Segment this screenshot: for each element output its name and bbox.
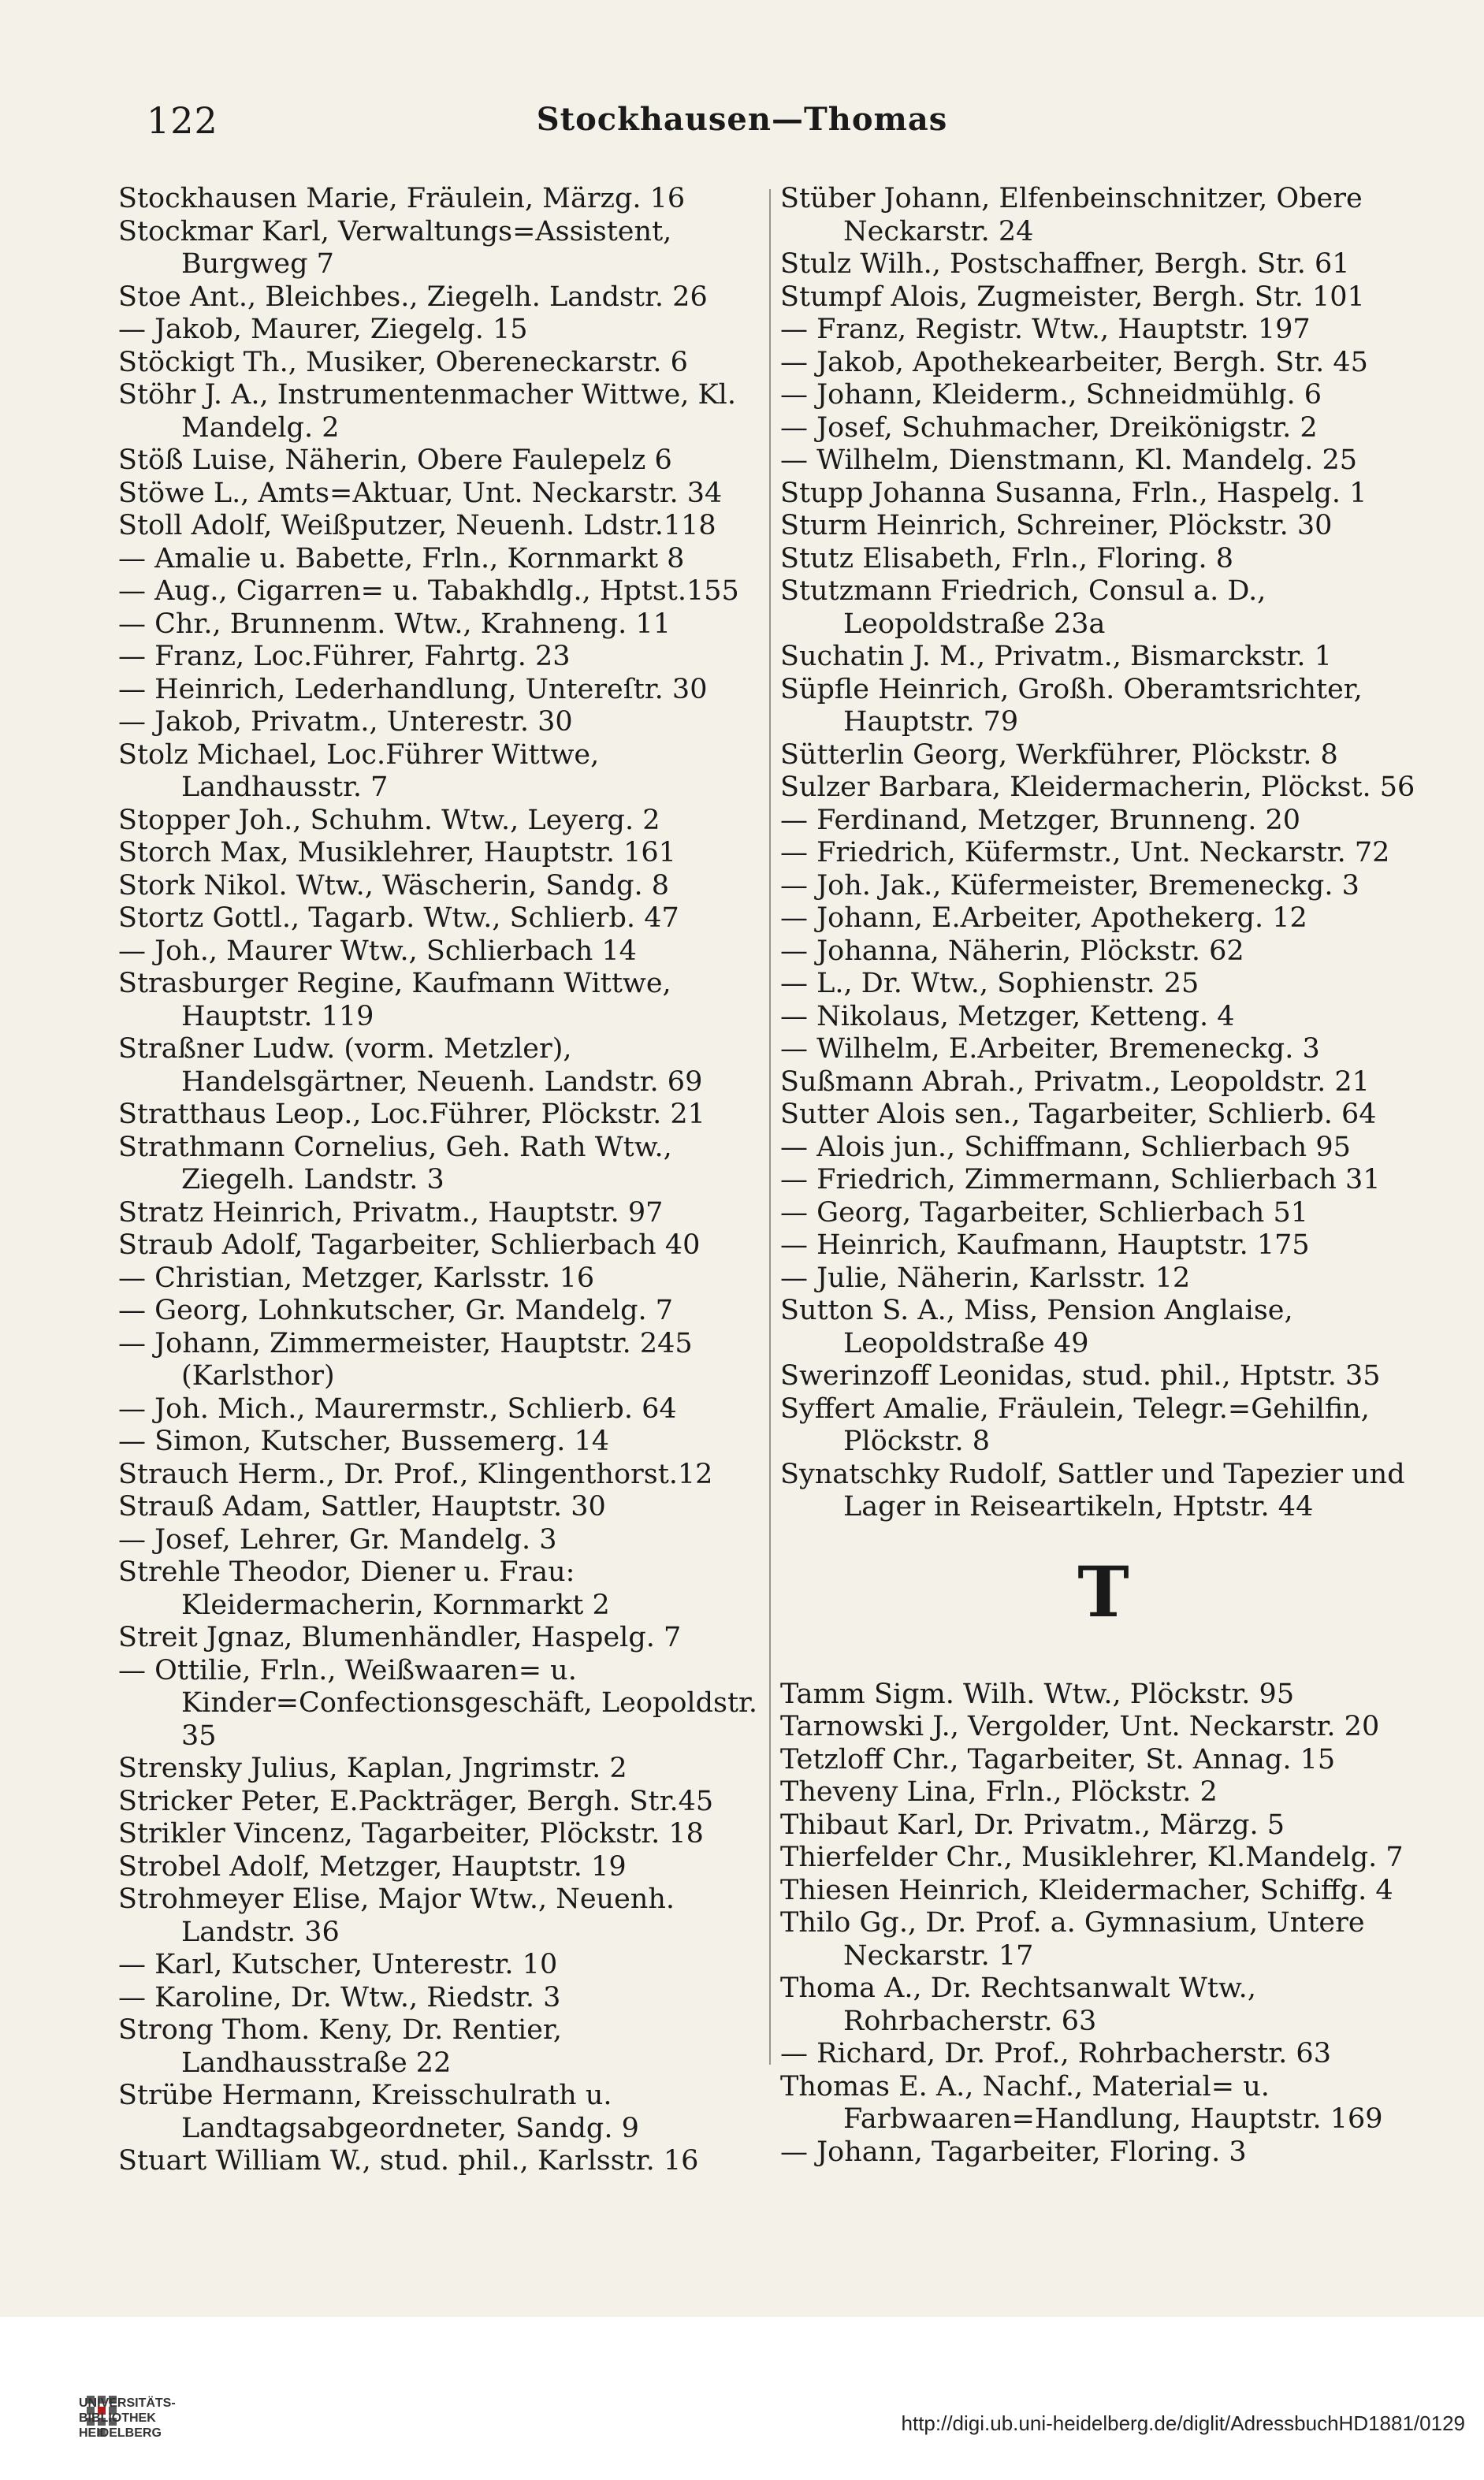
directory-entry: — Joh. Mich., Maurermstr., Schlierb. 64 xyxy=(118,1392,677,1425)
directory-entry: Stricker Peter, E.Packträger, Bergh. Str.45 xyxy=(118,1785,714,1817)
directory-entry: Strong Thom. Keny, Dr. Rentier, Landhausstraße 22 xyxy=(118,2014,562,2079)
directory-entry: — Johanna, Näherin, Plöckstr. 62 xyxy=(780,935,1244,967)
directory-entry: Synatschky Rudolf, Sattler und Tapezier und Lager in Reiseartikeln, Hptstr. 44 xyxy=(780,1458,1405,1523)
directory-entry: Straub Adolf, Tagarbeiter, Schlierbach 40 xyxy=(118,1229,701,1261)
directory-entry: Stoll Adolf, Weißputzer, Neuenh. Ldstr.118 xyxy=(118,510,716,541)
directory-entry: — Ottilie, Frln., Weißwaaren= u. Kinder=Confectionsgeschäft, Leopoldstr. 35 xyxy=(118,1654,758,1752)
directory-entry: — Wilhelm, Dienstmann, Kl. Mandelg. 25 xyxy=(780,444,1358,476)
directory-entry: — Franz, Registr. Wtw., Hauptstr. 197 xyxy=(780,314,1311,345)
directory-entry: — Heinrich, Lederhandlung, Untereſtr. 30 xyxy=(118,673,708,705)
left-column xyxy=(118,183,764,2178)
directory-entry: — Jakob, Privatm., Unterestr. 30 xyxy=(118,706,573,738)
directory-entry: Thilo Gg., Dr. Prof. a. Gymnasium, Untere Neckarstr. 17 xyxy=(780,1907,1365,1972)
directory-entry: — Georg, Lohnkutscher, Gr. Mandelg. 7 xyxy=(118,1295,673,1326)
directory-entry: — Amalie u. Babette, Frln., Kornmarkt 8 xyxy=(118,542,685,574)
directory-entry: Sutter Alois sen., Tagarbeiter, Schlierb. 64 xyxy=(780,1099,1377,1130)
directory-entry: — Richard, Dr. Prof., Rohrbacherstr. 63 xyxy=(780,2038,1331,2069)
directory-entry: Suchatin J. M., Privatm., Bismarckstr. 1 xyxy=(780,641,1332,672)
directory-entry: Tamm Sigm. Wilh. Wtw., Plöckstr. 95 xyxy=(780,1678,1295,1710)
directory-entry: — Chr., Brunnenm. Wtw., Krahneng. 11 xyxy=(118,608,671,640)
directory-entry: Stutz Elisabeth, Frln., Floring. 8 xyxy=(780,542,1234,574)
directory-entry: Streit Jgnaz, Blumenhändler, Haspelg. 7 xyxy=(118,1622,682,1653)
directory-entry: — Georg, Tagarbeiter, Schlierbach 51 xyxy=(780,1196,1309,1229)
directory-entry: — Christian, Metzger, Karlsstr. 16 xyxy=(118,1262,595,1294)
page-number: 122 xyxy=(147,99,218,142)
directory-entry: Stork Nikol. Wtw., Wäscherin, Sandg. 8 xyxy=(118,869,669,902)
directory-entry: Süpfle Heinrich, Großh. Oberamtsrichter, Hauptstr. 79 xyxy=(780,673,1363,738)
directory-entry: Thoma A., Dr. Rechtsanwalt Wtw., Rohrbacherstr. 63 xyxy=(780,1972,1256,2037)
directory-entry: Strathmann Cornelius, Geh. Rath Wtw., Ziegelh. Landstr. 3 xyxy=(118,1131,672,1195)
directory-entry: Stortz Gottl., Tagarb. Wtw., Schlierb. 47 xyxy=(118,902,679,934)
directory-entry: Thiesen Heinrich, Kleidermacher, Schiffg. 4 xyxy=(780,1874,1393,1906)
directory-entry: Stopper Joh., Schuhm. Wtw., Leyerg. 2 xyxy=(118,804,660,836)
directory-entry: Stutzmann Friedrich, Consul a. D., Leopoldstraße 23a xyxy=(780,575,1266,640)
right-column xyxy=(780,183,1426,2169)
directory-entry: Stöckigt Th., Musiker, Obereneckarstr. 6 xyxy=(118,346,688,378)
directory-entry: — Jakob, Apothekearbeiter, Bergh. Str. 45 xyxy=(780,346,1368,378)
directory-entry: — Joh., Maurer Wtw., Schlierbach 14 xyxy=(118,935,637,967)
directory-entry: — Josef, Lehrer, Gr. Mandelg. 3 xyxy=(118,1523,557,1556)
directory-entry: Stockmar Karl, Verwaltungs=Assistent, Burgweg 7 xyxy=(118,215,672,280)
directory-entry: Strauß Adam, Sattler, Hauptstr. 30 xyxy=(118,1491,606,1523)
directory-entry: Theveny Lina, Frln., Plöckstr. 2 xyxy=(780,1776,1218,1808)
directory-entry: — L., Dr. Wtw., Sophienstr. 25 xyxy=(780,968,1199,999)
directory-entry: Tetzloff Chr., Tagarbeiter, St. Annag. 15 xyxy=(780,1743,1336,1775)
running-head: Stockhausen—Thomas xyxy=(536,101,948,138)
directory-entry: Strehle Theodor, Diener u. Frau: Kleidermacherin, Kornmarkt 2 xyxy=(118,1556,610,1621)
directory-entry: Stöß Luise, Näherin, Obere Faulepelz 6 xyxy=(118,444,672,476)
directory-entry: Stöwe L., Amts=Aktuar, Unt. Neckarstr. 34 xyxy=(118,477,723,509)
directory-entry: — Ferdinand, Metzger, Brunneng. 20 xyxy=(780,804,1300,836)
directory-entry: — Jakob, Maurer, Ziegelg. 15 xyxy=(118,314,528,345)
directory-entry: — Johann, Kleiderm., Schneidmühlg. 6 xyxy=(780,379,1322,411)
directory-entry: — Johann, Zimmermeister, Hauptstr. 245 (Karlsthor) xyxy=(118,1327,693,1392)
section-t-entries xyxy=(780,1679,1426,2170)
directory-entry: — Karl, Kutscher, Unterestr. 10 xyxy=(118,1949,558,1980)
directory-entry: — Nikolaus, Metzger, Ketteng. 4 xyxy=(780,1000,1235,1032)
directory-entry: Strohmeyer Elise, Major Wtw., Neuenh. Landstr. 36 xyxy=(118,1883,675,1948)
directory-entry: Stratthaus Leop., Loc.Führer, Plöckstr. 21 xyxy=(118,1099,705,1130)
directory-entry: Strübe Hermann, Kreisschulrath u. Landtagsabgeordneter, Sandg. 9 xyxy=(118,2080,639,2144)
directory-entry: Strasburger Regine, Kaufmann Wittwe, Hauptstr. 119 xyxy=(118,968,671,1032)
directory-entry: Stupp Johanna Susanna, Frln., Haspelg. 1 xyxy=(780,477,1367,509)
directory-entry: Sulzer Barbara, Kleidermacherin, Plöckst. 56 xyxy=(780,772,1415,803)
directory-entry: Storch Max, Musiklehrer, Hauptstr. 161 xyxy=(118,837,676,868)
directory-entry: Stolz Michael, Loc.Führer Wittwe, Landhausstr. 7 xyxy=(118,738,600,803)
source-url-link[interactable]: http://digi.ub.uni-heidelberg.de/diglit/AdressbuchHD1881/0129 xyxy=(901,2411,1465,2435)
directory-entry: — Wilhelm, E.Arbeiter, Bremeneckg. 3 xyxy=(780,1033,1320,1065)
directory-entry: — Johann, Tagarbeiter, Floring. 3 xyxy=(780,2136,1247,2168)
directory-entry: Stumpf Alois, Zugmeister, Bergh. Str. 101 xyxy=(780,281,1365,313)
directory-entry: — Heinrich, Kaufmann, Hauptstr. 175 xyxy=(780,1229,1310,1261)
directory-entry: — Josef, Schuhmacher, Dreikönigstr. 2 xyxy=(780,411,1318,444)
section-s-entries xyxy=(780,183,1426,1524)
directory-entry: — Joh. Jak., Küfermeister, Bremeneckg. 3 xyxy=(780,869,1359,902)
directory-entry: Sußmann Abrah., Privatm., Leopoldstr. 21 xyxy=(780,1065,1370,1098)
directory-entry: Sütterlin Georg, Werkführer, Plöckstr. 8 xyxy=(780,738,1338,771)
directory-entry: Thibaut Karl, Dr. Privatm., Märzg. 5 xyxy=(780,1809,1285,1841)
directory-entry: Sturm Heinrich, Schreiner, Plöckstr. 30 xyxy=(780,510,1333,541)
directory-entry: Strobel Adolf, Metzger, Hauptstr. 19 xyxy=(118,1850,627,1883)
directory-entry: — Friedrich, Zimmermann, Schlierbach 31 xyxy=(780,1164,1381,1195)
directory-entry: Thierfelder Chr., Musiklehrer, Kl.Mandelg. 7 xyxy=(780,1842,1404,1873)
directory-entry: Stüber Johann, Elfenbeinschnitzer, Obere Neckarstr. 24 xyxy=(780,183,1363,247)
directory-entry: Stratz Heinrich, Privatm., Hauptstr. 97 xyxy=(118,1196,664,1229)
directory-entry: Stuart William W., stud. phil., Karlsstr. 16 xyxy=(118,2145,699,2177)
directory-entry: — Johann, E.Arbeiter, Apothekerg. 12 xyxy=(780,902,1307,934)
directory-entry: Tarnowski J., Vergolder, Unt. Neckarstr. 20 xyxy=(780,1711,1380,1742)
directory-entry: Thomas E. A., Nachf., Material= u. Farbwaaren=Handlung, Hauptstr. 169 xyxy=(780,2070,1383,2135)
directory-entry: — Franz, Loc.Führer, Fahrtg. 23 xyxy=(118,641,571,672)
column-divider xyxy=(769,189,771,2065)
directory-entry: — Julie, Näherin, Karlsstr. 12 xyxy=(780,1262,1191,1294)
directory-entry: Stockhausen Marie, Fräulein, Märzg. 16 xyxy=(118,183,686,214)
directory-entry: Strikler Vincenz, Tagarbeiter, Plöckstr. 18 xyxy=(118,1818,704,1850)
directory-entry: Stulz Wilh., Postschaffner, Bergh. Str. 61 xyxy=(780,248,1350,280)
directory-entry: Strauch Herm., Dr. Prof., Klingenthorst.12 xyxy=(118,1458,713,1490)
directory-entry: — Alois jun., Schiffmann, Schlierbach 95 xyxy=(780,1131,1351,1163)
directory-entry: — Aug., Cigarren= u. Tabakhdlg., Hptst.155 xyxy=(118,575,739,607)
directory-entry: Straßner Ludw. (vorm. Metzler), Handelsgärtner, Neuenh. Landstr. 69 xyxy=(118,1033,703,1098)
directory-entry: — Simon, Kutscher, Bussemerg. 14 xyxy=(118,1426,610,1457)
directory-entry: Swerinzoff Leonidas, stud. phil., Hptstr. 35 xyxy=(780,1360,1381,1392)
directory-entry: Sutton S. A., Miss, Pension Anglaise, Leopoldstraße 49 xyxy=(780,1295,1293,1359)
directory-entry: Stoe Ant., Bleichbes., Ziegelh. Landstr. 26 xyxy=(118,281,708,313)
directory-entry: — Friedrich, Küfermstr., Unt. Neckarstr. 72 xyxy=(780,837,1390,868)
directory-entry: Strensky Julius, Kaplan, Jngrimstr. 2 xyxy=(118,1753,627,1784)
directory-entry: Syffert Amalie, Fräulein, Telegr.=Gehilfin, Plöckstr. 8 xyxy=(780,1392,1370,1457)
directory-entry: — Karoline, Dr. Wtw., Riedstr. 3 xyxy=(118,1981,561,2013)
directory-entry: Stöhr J. A., Instrumentenmacher Wittwe, Kl. Mandelg. 2 xyxy=(118,379,736,444)
section-letter: T xyxy=(1077,1550,1129,1633)
library-logo-text: UNIVERSITÄTS- BIBLIOTHEK HEIDELBERG xyxy=(79,2396,176,2440)
